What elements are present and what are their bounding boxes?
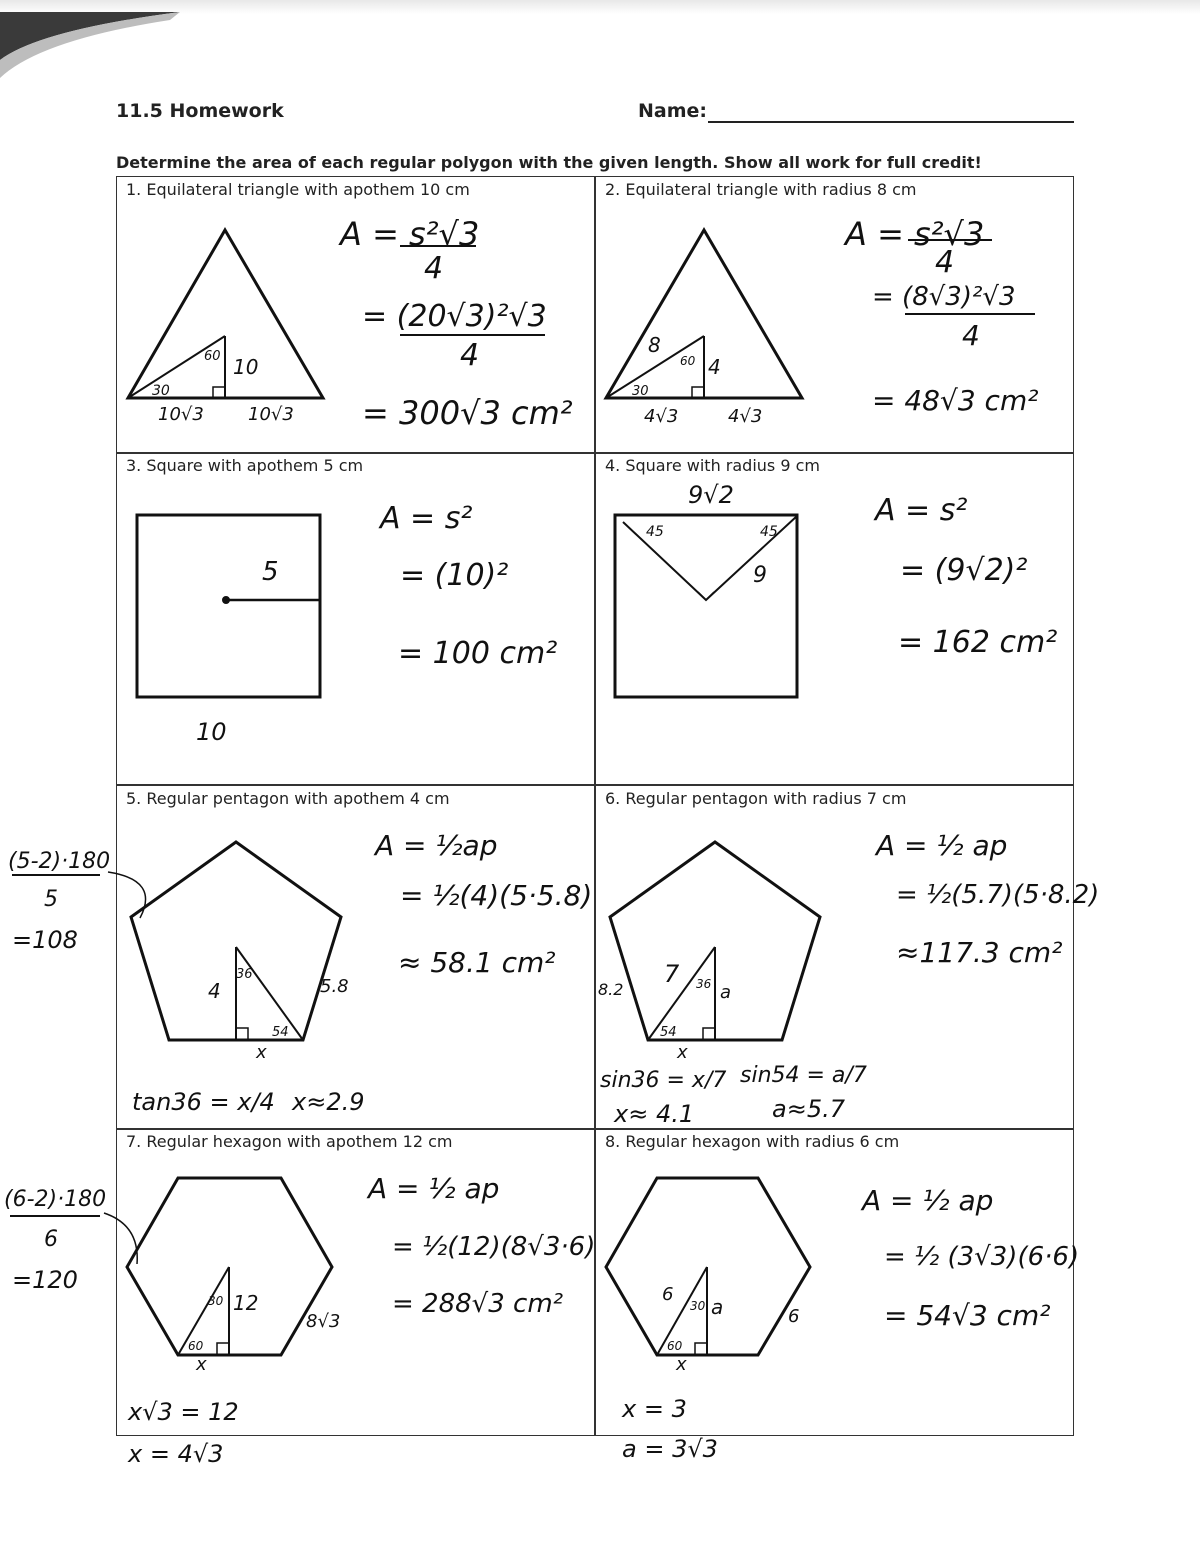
p3-label-side: 10 — [196, 718, 227, 746]
p8-label-apothem: a — [711, 1295, 724, 1319]
p5-label-side: 5.8 — [320, 976, 349, 997]
p5-label-angle36: 36 — [236, 967, 253, 982]
p7-below-line-2: x = 4√3 — [128, 1440, 224, 1468]
p2-label-half-side-right: 4√3 — [728, 406, 763, 427]
p2-work-line-1: A = s²√3 — [845, 215, 985, 253]
p2-work-line-5: = 48√3 cm² — [872, 384, 1039, 417]
p8-label-angle60: 60 — [667, 1339, 683, 1353]
p8-label-angle30: 30 — [690, 1299, 706, 1313]
p8-right-angle — [695, 1343, 707, 1355]
p6-radius — [648, 947, 715, 1040]
p5-below-line-1: tan36 = x/4 — [132, 1088, 275, 1116]
name-label: Name: — [638, 100, 708, 122]
p7-side-note-line-1: (6-2)·180 — [4, 1187, 107, 1212]
p8-work-line-1: A = ½ ap — [862, 1184, 994, 1217]
p7-side-note-line-2: 6 — [44, 1227, 58, 1252]
problem-1-label: 1. Equilateral triangle with apothem 10 cm — [126, 180, 470, 199]
p1-label-angle60: 60 — [204, 349, 221, 364]
p4-label-angle45-left: 45 — [646, 524, 664, 540]
p1-work-line-4: 4 — [460, 338, 480, 373]
p5-label-x: x — [256, 1042, 267, 1063]
problem-3-label: 3. Square with apothem 5 cm — [126, 456, 364, 475]
p6-label-angle36: 36 — [696, 977, 712, 991]
p2-work-line-2: 4 — [935, 245, 955, 280]
p6-label-side: 8.2 — [598, 980, 624, 999]
p1-work-line-1: A = s²√3 — [340, 215, 480, 253]
p1-work-line-5: = 300√3 cm² — [362, 394, 573, 432]
p2-work-line-4: 4 — [962, 319, 980, 352]
p6-work-line-2: = ½(5.7)(5·8.2) — [896, 880, 1100, 910]
p1-right-angle — [213, 387, 225, 398]
p4-work-line-1: A = s² — [875, 493, 968, 528]
p5-below-line-2: x≈2.9 — [292, 1088, 365, 1116]
p8-below-line-2: a = 3√3 — [622, 1435, 718, 1463]
p4-work-line-3: = 162 cm² — [898, 625, 1058, 660]
p5-radius — [236, 947, 303, 1040]
problem-4-label: 4. Square with radius 9 cm — [605, 456, 820, 475]
p2-label-apothem: 4 — [708, 355, 721, 379]
p5-label-apothem: 4 — [208, 979, 221, 1003]
p5-side-note-line-1: (5-2)·180 — [8, 849, 111, 874]
p1-work-line-2: 4 — [424, 251, 444, 286]
p1-label-apothem: 10 — [233, 355, 259, 379]
problem-2-label: 2. Equilateral triangle with radius 8 cm — [605, 180, 917, 199]
p8-label-side: 6 — [788, 1306, 800, 1327]
p5-work-line-3: ≈ 58.1 cm² — [398, 946, 556, 979]
p6-below-line-2: sin54 = a/7 — [740, 1063, 867, 1088]
worksheet-title: 11.5 Homework — [116, 100, 284, 122]
p5-work-line-1: A = ½ap — [375, 829, 498, 862]
p3-work-line-2: = (10)² — [400, 558, 509, 593]
p4-label-radius: 9 — [753, 563, 767, 588]
p7-below-line-1: x√3 = 12 — [128, 1398, 239, 1426]
p1-label-angle30: 30 — [152, 383, 170, 399]
p5-side-note-line-3: =108 — [12, 926, 78, 954]
p7-label-side: 8√3 — [306, 1311, 341, 1332]
p7-work-line-2: = ½(12)(8√3·6) — [392, 1232, 596, 1262]
p7-work-line-1: A = ½ ap — [368, 1172, 500, 1205]
p5-work-line-2: = ½(4)(5·5.8) — [400, 879, 593, 912]
p4-work-line-2: = (9√2)² — [900, 553, 1028, 588]
p8-work-line-3: = 54√3 cm² — [884, 1299, 1051, 1332]
p6-below-line-3: x≈ 4.1 — [614, 1100, 695, 1128]
p3-center-dot — [224, 598, 229, 603]
p7-right-angle — [217, 1343, 229, 1355]
problem-7-label: 7. Regular hexagon with apothem 12 cm — [126, 1132, 453, 1151]
p5-label-angle54: 54 — [272, 1025, 289, 1040]
problem-5-label: 5. Regular pentagon with apothem 4 cm — [126, 789, 450, 808]
p8-label-radius: 6 — [662, 1284, 674, 1305]
p7-label-apothem: 12 — [233, 1291, 259, 1315]
p5-side-note-line-2: 5 — [44, 887, 58, 912]
p6-below-line-4: a≈5.7 — [772, 1095, 845, 1123]
problem-8-label: 8. Regular hexagon with radius 6 cm — [605, 1132, 900, 1151]
p2-label-angle60: 60 — [680, 354, 696, 368]
p2-work-line-3: = (8√3)²√3 — [872, 282, 1016, 312]
p4-label-angle45-right: 45 — [760, 524, 778, 540]
p6-label-angle54: 54 — [660, 1025, 677, 1040]
p7-label-angle30: 30 — [208, 1294, 224, 1308]
p7-work-line-3: = 288√3 cm² — [392, 1289, 564, 1319]
p3-work-line-1: A = s² — [380, 501, 473, 536]
p6-label-apothem: a — [720, 982, 732, 1003]
p6-label-x: x — [677, 1042, 688, 1063]
p2-label-angle30: 30 — [632, 384, 649, 399]
p6-work-line-3: ≈117.3 cm² — [896, 936, 1063, 969]
p1-work-line-3: = (20√3)²√3 — [362, 299, 547, 334]
p1-label-half-side-right: 10√3 — [248, 404, 294, 425]
p3-square — [137, 515, 320, 697]
p3-label-apothem: 5 — [262, 557, 279, 587]
p2-label-radius: 8 — [648, 333, 661, 357]
p1-label-half-side-left: 10√3 — [158, 404, 204, 425]
p6-label-radius: 7 — [664, 960, 680, 988]
p7-label-x: x — [196, 1354, 207, 1375]
p6-work-line-1: A = ½ ap — [876, 829, 1008, 862]
p2-right-angle — [692, 387, 704, 398]
p4-label-side: 9√2 — [688, 481, 734, 509]
problem-6-label: 6. Regular pentagon with radius 7 cm — [605, 789, 907, 808]
p1-radius — [128, 336, 225, 398]
p8-below-line-1: x = 3 — [622, 1395, 687, 1423]
p6-below-line-1: sin36 = x/7 — [600, 1068, 727, 1093]
p7-label-angle60: 60 — [188, 1339, 204, 1353]
p8-work-line-2: = ½ (3√3)(6·6) — [884, 1242, 1080, 1272]
instructions: Determine the area of each regular polygon with the given length. Show all work for full credit! — [116, 153, 982, 172]
p2-label-half-side-left: 4√3 — [644, 406, 679, 427]
p3-work-line-3: = 100 cm² — [398, 636, 558, 671]
p8-label-x: x — [676, 1354, 687, 1375]
p7-side-note-line-3: =120 — [12, 1266, 78, 1294]
p5-right-angle — [236, 1028, 248, 1040]
p6-right-angle — [703, 1028, 715, 1040]
p7-radius — [178, 1267, 229, 1355]
